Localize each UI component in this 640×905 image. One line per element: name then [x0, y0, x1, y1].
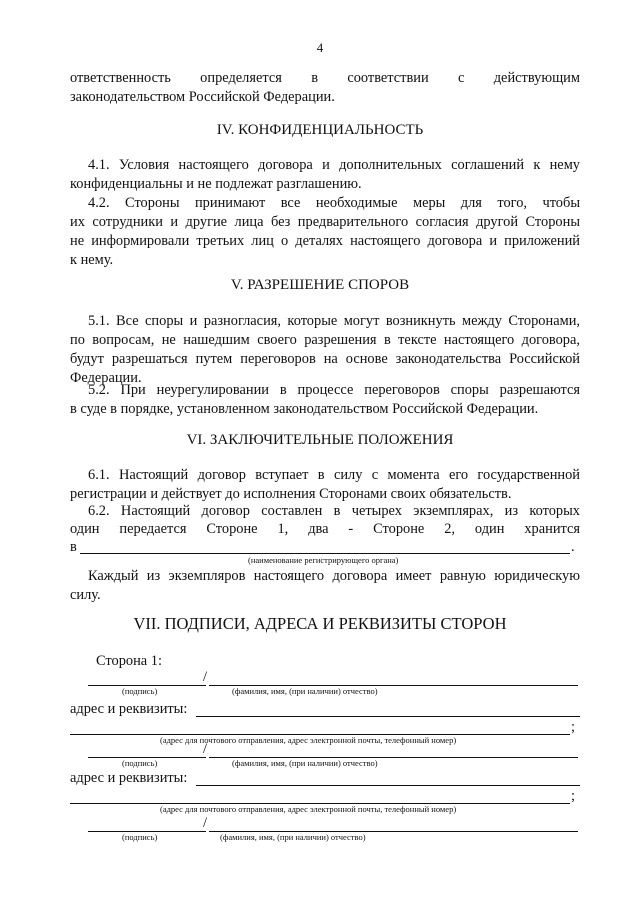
sec6-p1-l1: 6.1. Настоящий договор вступает в силу с момента его государственной: [88, 467, 580, 483]
sec4-p2-l2: их сотрудники и другие лица без предварительного согласия другой Стороны: [70, 214, 580, 230]
sec4-p2-l1: 4.2. Стороны принимают все необходимые меры для того, чтобы: [88, 195, 580, 211]
address-caption: (адрес для почтового отправления, адрес электронной почты, телефонный номер): [160, 735, 457, 745]
word: один: [474, 521, 505, 537]
word: определяется: [200, 70, 282, 86]
name-caption: (фамилия, имя, (при наличии) отчество): [220, 832, 366, 842]
address-label: адрес и реквизиты:: [70, 701, 188, 717]
section-4-title: IV. КОНФИДЕНЦИАЛЬНОСТЬ: [216, 122, 424, 138]
word: соответствии: [347, 70, 429, 86]
signature-caption: (подпись): [122, 758, 158, 768]
word: передается: [119, 521, 187, 537]
sec6-p2-l3-prefix: в: [70, 539, 77, 555]
word: 1,: [277, 521, 289, 537]
address-line: [196, 716, 580, 717]
word: действующим: [493, 70, 580, 86]
word: Стороне: [373, 521, 425, 537]
sec6-p3-l2: силу.: [70, 587, 101, 603]
word: один: [70, 521, 100, 537]
sec4-p2-l3: не информировали третьих лиц о деталях настоящего договора и приложений: [70, 233, 580, 249]
sec5-p1-l1: 5.1. Все споры и разногласия, которые могут возникнуть между Сторонами,: [88, 313, 580, 329]
section-5-title: V. РАЗРЕШЕНИЕ СПОРОВ: [230, 277, 410, 293]
sec6-p3-l1: Каждый из экземпляров настоящего договора имеет равную юридическую: [88, 568, 580, 584]
section-7-title: VII. ПОДПИСИ, АДРЕСА И РЕКВИЗИТЫ СТОРОН: [133, 614, 507, 633]
section-6-title: VI. ЗАКЛЮЧИТЕЛЬНЫЕ ПОЛОЖЕНИЯ: [186, 432, 454, 448]
sec4-p2-l4: к нему.: [70, 252, 114, 268]
registry-line: [80, 553, 570, 554]
intro-line-2: законодательством Российской Федерации.: [70, 89, 335, 105]
word: Стороне: [206, 521, 258, 537]
sec6-p2-l2: [70, 520, 580, 539]
sec4-p1-l1: 4.1. Условия настоящего договора и дополнительных соглашений к нему: [88, 157, 580, 173]
address-caption: (адрес для почтового отправления, адрес электронной почты, телефонный номер): [160, 804, 457, 814]
address-line: [196, 785, 580, 786]
sec5-p1-l4: Федерации.: [70, 370, 142, 386]
sec5-p1-l3: будут разрешаться путем переговоров на основе законодательства Российской: [70, 351, 580, 367]
sec5-p1-l2: по вопросам, не нашедшим своего разрешения в тексте настоящего договора,: [70, 332, 580, 348]
word: с: [458, 70, 465, 86]
intro-line-1: [70, 69, 580, 88]
sec6-p1-l2: регистрации и действует до исполнения Сторонами своих обязательств.: [70, 486, 512, 502]
sec6-p2-l1: 6.2. Настоящий договор составлен в четырех экземплярах, из которых: [88, 503, 580, 519]
address-label: адрес и реквизиты:: [70, 770, 188, 786]
word: в: [311, 70, 318, 86]
slash: /: [203, 669, 207, 685]
sec6-p2-l3-suffix: .: [571, 539, 575, 555]
semicolon: ;: [571, 788, 575, 804]
word: хранится: [524, 521, 580, 537]
name-caption: (фамилия, имя, (при наличии) отчество): [232, 758, 378, 768]
signature-caption: (подпись): [122, 686, 158, 696]
sec4-p1-l2: конфиденциальны и не подлежат разглашению.: [70, 176, 362, 192]
word: ответственность: [70, 70, 171, 86]
slash: /: [203, 815, 207, 831]
word: два: [308, 521, 329, 537]
sec5-p2-l2: в суде в порядке, установленном законодательством Российской Федерации.: [70, 401, 539, 417]
word: -: [348, 521, 354, 537]
page-number: 4: [316, 40, 324, 55]
registry-caption: (наименование регистрирующего органа): [248, 555, 399, 565]
word: 2,: [444, 521, 456, 537]
party-1-label: Сторона 1:: [96, 653, 162, 669]
sec5-p2-l1: 5.2. При неурегулировании в процессе переговоров споры разрешаются: [88, 382, 580, 398]
slash: /: [203, 741, 207, 757]
semicolon: ;: [571, 719, 575, 735]
name-caption: (фамилия, имя, (при наличии) отчество): [232, 686, 378, 696]
signature-caption: (подпись): [122, 832, 158, 842]
